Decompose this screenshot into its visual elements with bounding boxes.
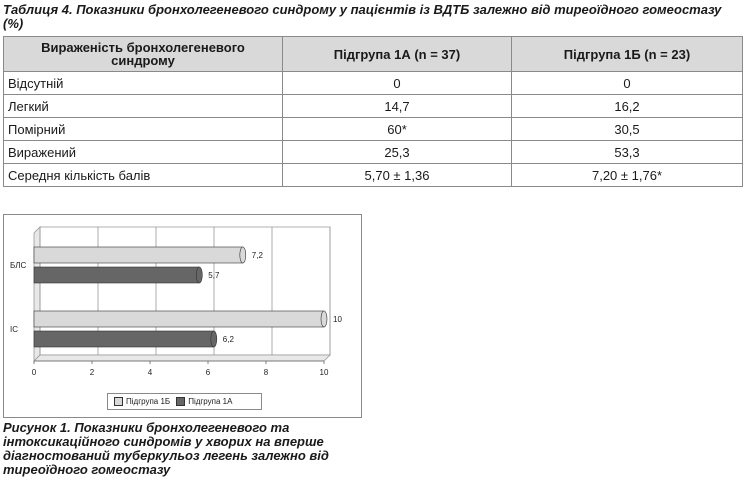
table-header-row <box>4 37 743 72</box>
bar-chart <box>3 214 362 418</box>
x-tick-label: 4 <box>147 368 153 377</box>
table-cell: 0 <box>283 72 512 95</box>
data-label: 5,7 <box>208 271 220 280</box>
bar-cap <box>321 311 327 327</box>
bar-cap <box>211 331 217 347</box>
bar <box>34 267 199 283</box>
table-caption: Таблиця 4. Показники бронхолегеневого синдрому у пацієнтів із ВДТБ залежно від тиреоїдного гомеостазу (%) <box>3 2 722 31</box>
bar <box>34 247 243 263</box>
table-cell: 53,3 <box>512 141 743 164</box>
category-label: ІС <box>10 325 18 334</box>
table-cell: 7,20 ± 1,76* <box>512 164 743 187</box>
x-tick-label: 0 <box>31 368 37 377</box>
legend-swatch <box>114 397 123 406</box>
table-cell: Середня кількість балів <box>4 164 283 187</box>
table-cell: Помірний <box>4 118 283 141</box>
data-label: 10 <box>333 315 342 324</box>
chart-plot <box>4 215 361 417</box>
legend-label: Підгрупа 1А <box>188 397 233 406</box>
x-tick-label: 2 <box>89 368 95 377</box>
table-row <box>4 118 743 141</box>
table-cell: 5,70 ± 1,36 <box>283 164 512 187</box>
table-row <box>4 164 743 187</box>
table-cell: 30,5 <box>512 118 743 141</box>
table-cell: Відсутній <box>4 72 283 95</box>
chart-legend <box>107 393 262 410</box>
table-row <box>4 72 743 95</box>
table-cell: 25,3 <box>283 141 512 164</box>
category-label: БЛС <box>10 261 27 270</box>
figure-caption: Рисунок 1. Показники бронхолегеневого та інтоксикаційного синдромів у хворих на вперше діагностований туберкульоз легень залежно від тиреоїдного гомеостазу <box>3 420 329 477</box>
bar-cap <box>196 267 202 283</box>
chart-floor <box>34 355 330 361</box>
legend-item-1a <box>176 397 232 406</box>
table-cell: 60* <box>283 118 512 141</box>
bar <box>34 311 324 327</box>
data-label: 6,2 <box>222 335 234 344</box>
legend-swatch <box>176 397 185 406</box>
table-cell: Виражений <box>4 141 283 164</box>
table-cell: 14,7 <box>283 95 512 118</box>
table-header-cell: Підгрупа 1А (n = 37) <box>283 37 512 72</box>
table-header-cell: Вираженість бронхолегеневого синдрому <box>4 37 283 72</box>
legend-label: Підгрупа 1Б <box>126 397 171 406</box>
bar <box>34 331 214 347</box>
table-cell: Легкий <box>4 95 283 118</box>
x-tick-label: 6 <box>205 368 211 377</box>
table-header-cell: Підгрупа 1Б (n = 23) <box>512 37 743 72</box>
table-row <box>4 95 743 118</box>
data-table <box>3 36 743 187</box>
table-row <box>4 141 743 164</box>
x-tick-label: 10 <box>319 368 329 377</box>
bar-cap <box>240 247 246 263</box>
table-cell: 0 <box>512 72 743 95</box>
data-label: 7,2 <box>251 251 263 260</box>
table-cell: 16,2 <box>512 95 743 118</box>
x-tick-label: 8 <box>263 368 269 377</box>
legend-item-1b <box>114 397 170 406</box>
